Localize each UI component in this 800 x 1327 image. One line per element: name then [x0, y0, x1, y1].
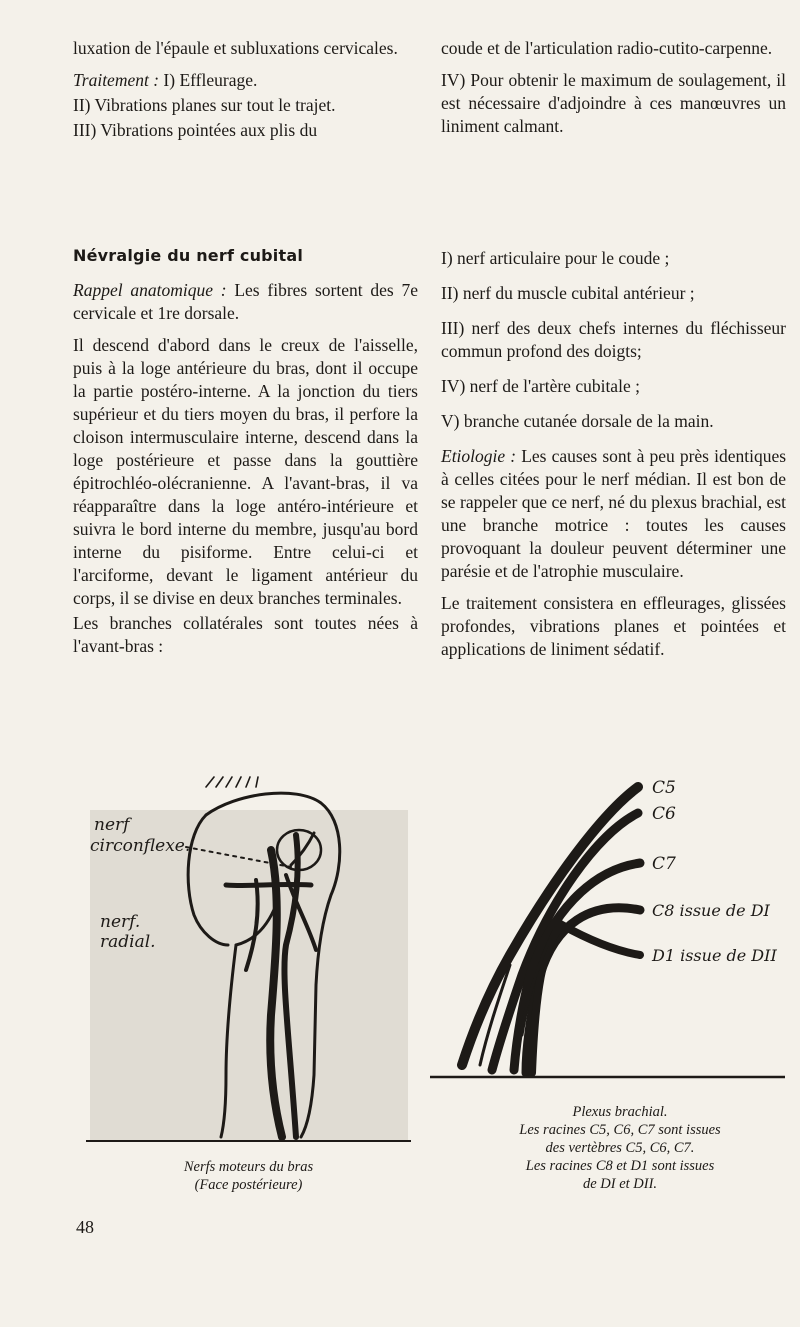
paragraph: luxation de l'épaule et subluxations cervicales. [73, 38, 398, 58]
caption-line: Nerfs moteurs du bras [183, 1159, 314, 1175]
paragraph: Il descend d'abord dans le creux de l'aisselle, puis à la loge antérieure du bras, dont il occupe la partie postéro-interne. A la jonction du tiers supérieur et du tiers moyen du bras, il perfore la cloison intermusculaire interne, descend dans la loge postérieure et passe dans la gouttière épitrochléo-olécranienne. A l'avant-bras, il va réapparaître dans la loge antéro-intérieure et suivra le bord interne du membre, jusqu'au bord interne du pisiforme. Entre celui-ci et l'arciforme, devant le ligament antérieur du corps, il se divise en deux branches terminales. [73, 335, 418, 608]
page-number: 48 [76, 1217, 94, 1237]
traitement-label: Traitement : [73, 70, 160, 90]
paragraph: Le traitement consistera en effleurages, glissées profondes, vibrations planes et pointées et applications de liniment sédatif. [441, 593, 786, 659]
label-d1: D1 issue de DII [652, 946, 777, 965]
figure-arm-nerves [86, 775, 411, 1145]
section-heading: Névralgie du nerf cubital [73, 246, 304, 265]
caption-arm-nerves [86, 1158, 411, 1194]
paragraph: IV) Pour obtenir le maximum de soulagement, il est nécessaire d'adjoindre à ces manœuvres un liniment calmant. [441, 70, 786, 136]
list-item: II) Vibrations planes sur tout le trajet. [73, 95, 336, 115]
figure-brachial-plexus [430, 775, 785, 1085]
etiologie-label: Etiologie : [441, 446, 517, 466]
list-item: IV) nerf de l'artère cubitale ; [441, 376, 640, 396]
brachial-plexus-illustration [430, 775, 785, 1085]
arm-nerves-illustration [86, 775, 411, 1145]
traitement-line [73, 69, 418, 92]
caption-line: de DI et DII. [582, 1176, 658, 1192]
list-item: III) Vibrations pointées aux plis du [73, 120, 318, 140]
caption-line: Plexus brachial. [572, 1104, 668, 1120]
label-nerf-circonflexe-2: circonflexe. [90, 836, 191, 856]
list-item: I) nerf articulaire pour le coude ; [441, 248, 670, 268]
label-c6: C6 [652, 804, 676, 824]
label-c7: C7 [652, 854, 676, 874]
section-right-column [441, 247, 786, 670]
caption-line: Les racines C5, C6, C7 sont issues [519, 1122, 721, 1138]
section-left-column [73, 244, 418, 667]
list-item: II) nerf du muscle cubital antérieur ; [441, 283, 695, 303]
label-nerf-circonflexe-1: nerf [94, 815, 130, 835]
label-nerf-radial-1: nerf. [100, 912, 141, 932]
label-nerf-radial-2: radial. [100, 932, 156, 952]
label-c8: C8 issue de DI [652, 901, 770, 920]
rappel-label: Rappel anatomique : [73, 280, 227, 300]
label-c5: C5 [652, 778, 676, 798]
list-item: V) branche cutanée dorsale de la main. [441, 411, 714, 431]
top-right-column [441, 37, 786, 147]
paragraph: coude et de l'articulation radio-cutito-carpenne. [441, 38, 773, 58]
etiologie-paragraph [441, 445, 786, 583]
caption-line: des vertèbres C5, C6, C7. [545, 1140, 695, 1156]
etiologie-text: Les causes sont à peu près identiques à celles citées pour le nerf médian. Il est bon de se rappeler que ce nerf, né du plexus brachial, est une branche motrice : toutes les causes provoquant la douleur peuvent déterminer une parésie et de l'atrophie musculaire. [441, 446, 787, 581]
paragraph: Les branches collatérales sont toutes nées à l'avant-bras : [73, 613, 418, 656]
list-item: I) Effleurage. [163, 70, 258, 90]
rappel-paragraph [73, 279, 418, 325]
caption-line: Les racines C8 et D1 sont issues [525, 1158, 715, 1174]
rappel-text: Les fibres sortent des 7e cervicale et 1re dorsale. [73, 280, 419, 323]
top-left-column [73, 37, 418, 151]
list-item: III) nerf des deux chefs internes du fléchisseur commun profond des doigts; [441, 318, 786, 361]
caption-brachial-plexus [460, 1103, 780, 1193]
caption-line: (Face postérieure) [194, 1177, 303, 1193]
